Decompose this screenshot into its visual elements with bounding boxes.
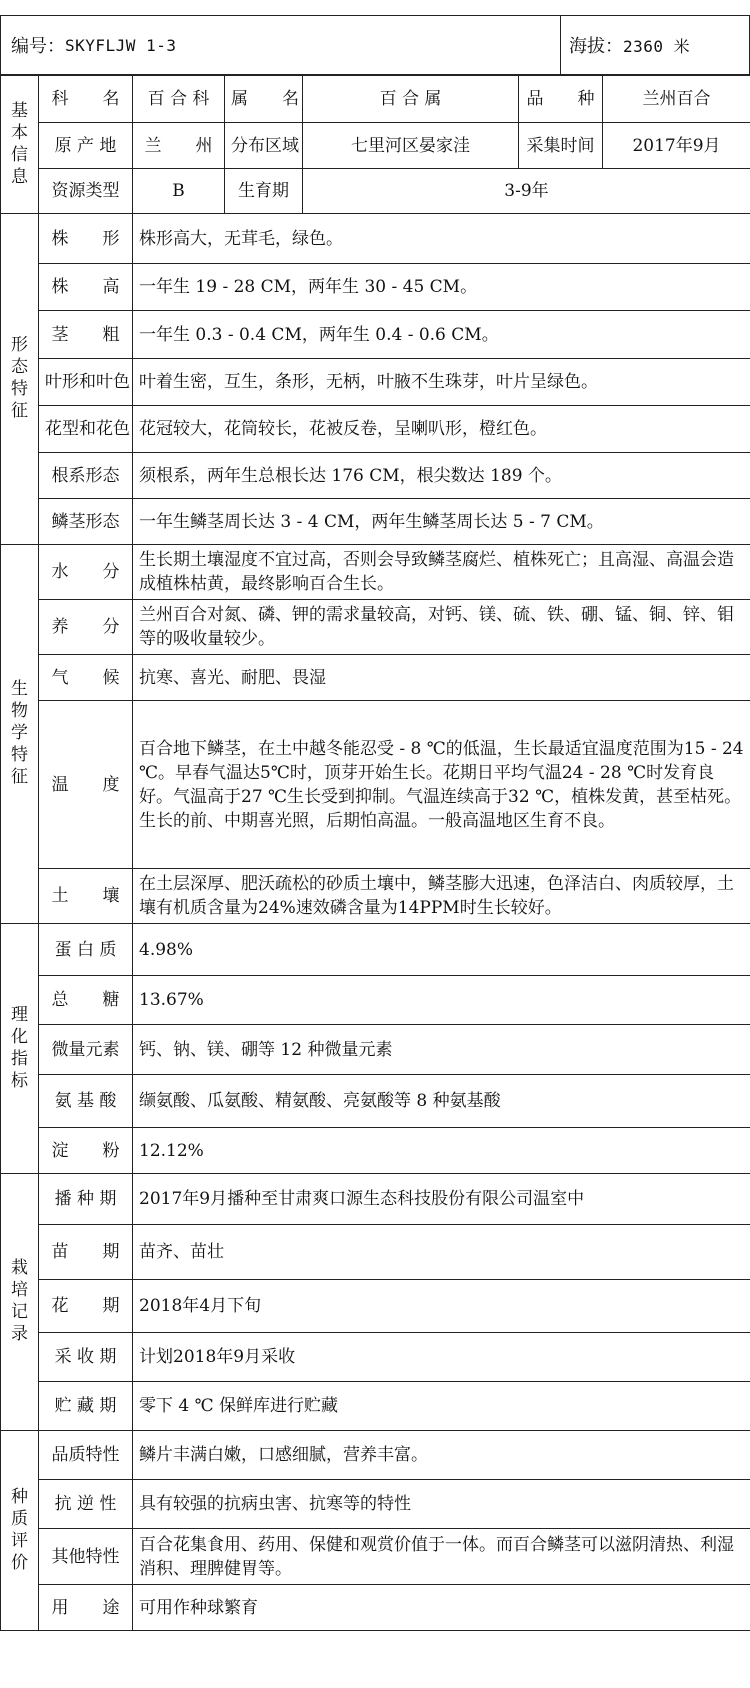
morph-row bbox=[1, 499, 750, 545]
cult-label: 采 收 期 bbox=[39, 1333, 133, 1382]
morph-label: 茎 粗 bbox=[39, 311, 133, 359]
region-label: 分布区域 bbox=[225, 123, 303, 169]
basic-row-1 bbox=[1, 76, 750, 123]
phys-label: 淀 粉 bbox=[39, 1128, 133, 1174]
section-morph: 形态特征 bbox=[1, 214, 39, 545]
eval-row bbox=[1, 1480, 750, 1529]
cult-label: 花 期 bbox=[39, 1280, 133, 1333]
phys-label: 总 糖 bbox=[39, 976, 133, 1025]
bio-row bbox=[1, 545, 750, 600]
cult-value: 2017年9月播种至甘肃爽口源生态科技股份有限公司温室中 bbox=[133, 1174, 750, 1225]
morph-value: 一年生 0.3 - 0.4 CM，两年生 0.4 - 0.6 CM。 bbox=[133, 311, 750, 359]
cult-value: 零下 4 ℃ 保鲜库进行贮藏 bbox=[133, 1382, 750, 1431]
growth-label: 生育期 bbox=[225, 169, 303, 214]
section-bio: 生物学特征 bbox=[1, 545, 39, 924]
morph-row bbox=[1, 214, 750, 264]
morph-label: 花型和花色 bbox=[39, 406, 133, 453]
phys-label: 氨 基 酸 bbox=[39, 1075, 133, 1128]
eval-label: 品质特性 bbox=[39, 1431, 133, 1480]
bio-value: 百合地下鳞茎，在土中越冬能忍受 - 8 ℃的低温，生长最适宜温度范围为15 - 24 ℃。早春气温达5℃时，顶芽开始生长。花期日平均气温24 - 28 ℃时发育良好。气温高于27 ℃生长受到抑制。气温连续高于32 ℃，植株发黄，甚至枯死。生长的前、中期喜光照，后期怕高温。一般高温地区生育不良。 bbox=[133, 701, 750, 869]
bio-value: 兰州百合对氮、磷、钾的需求量较高，对钙、镁、硫、铁、硼、锰、铜、锌、钼等的吸收量较少。 bbox=[133, 600, 750, 655]
eval-row bbox=[1, 1585, 750, 1631]
bio-value: 抗寒、喜光、耐肥、畏湿 bbox=[133, 655, 750, 701]
section-cult: 栽培记录 bbox=[1, 1174, 39, 1431]
cult-row bbox=[1, 1225, 750, 1280]
collect-value: 2017年9月 bbox=[603, 123, 750, 169]
morph-label: 鳞茎形态 bbox=[39, 499, 133, 545]
morph-row bbox=[1, 453, 750, 499]
variety-label: 品 种 bbox=[519, 76, 603, 123]
phys-label: 蛋 白 质 bbox=[39, 924, 133, 976]
altitude-label: 海拔： bbox=[569, 36, 623, 57]
phys-row bbox=[1, 1025, 750, 1075]
morph-value: 株形高大，无茸毛，绿色。 bbox=[133, 214, 750, 264]
origin-value: 兰 州 bbox=[133, 123, 225, 169]
bio-label: 水 分 bbox=[39, 545, 133, 600]
bio-value: 在土层深厚、肥沃疏松的砂质土壤中，鳞茎膨大迅速，色泽洁白、肉质较厚，土壤有机质含量为24%速效磷含量为14PPM时生长较好。 bbox=[133, 869, 750, 924]
genus-value: 百 合 属 bbox=[303, 76, 519, 123]
region-value: 七里河区晏家洼 bbox=[303, 123, 519, 169]
morph-value: 花冠较大，花筒较长，花被反卷，呈喇叭形，橙红色。 bbox=[133, 406, 750, 453]
cult-row bbox=[1, 1382, 750, 1431]
bio-row bbox=[1, 655, 750, 701]
header-row bbox=[0, 15, 750, 75]
main-table bbox=[0, 75, 750, 1631]
eval-value: 百合花集食用、药用、保健和观赏价值于一体。而百合鳞茎可以滋阴清热、利湿消积、理脾健胃等。 bbox=[133, 1529, 750, 1585]
eval-label: 抗 逆 性 bbox=[39, 1480, 133, 1529]
altitude-cell bbox=[561, 16, 750, 74]
growth-value: 3-9年 bbox=[303, 169, 750, 214]
morph-label: 株 高 bbox=[39, 264, 133, 311]
eval-value: 可用作种球繁育 bbox=[133, 1585, 750, 1631]
morph-label: 株 形 bbox=[39, 214, 133, 264]
cult-row bbox=[1, 1333, 750, 1382]
morph-label: 根系形态 bbox=[39, 453, 133, 499]
morph-value: 一年生 19 - 28 CM，两年生 30 - 45 CM。 bbox=[133, 264, 750, 311]
section-eval: 种质评价 bbox=[1, 1431, 39, 1631]
collect-label: 采集时间 bbox=[519, 123, 603, 169]
eval-label: 其他特性 bbox=[39, 1529, 133, 1585]
cult-label: 苗 期 bbox=[39, 1225, 133, 1280]
morph-value: 须根系，两年生总根长达 176 CM，根尖数达 189 个。 bbox=[133, 453, 750, 499]
bio-label: 气 候 bbox=[39, 655, 133, 701]
basic-row-3 bbox=[1, 169, 750, 214]
family-label: 科 名 bbox=[39, 76, 133, 123]
morph-value: 叶着生密，互生，条形，无柄，叶腋不生珠芽，叶片呈绿色。 bbox=[133, 359, 750, 406]
phys-value: 4.98% bbox=[133, 924, 750, 976]
eval-label: 用 途 bbox=[39, 1585, 133, 1631]
basic-row-2 bbox=[1, 123, 750, 169]
section-basic: 基本信息 bbox=[1, 76, 39, 214]
code-value: SKYFLJW 1-3 bbox=[65, 35, 177, 55]
phys-value: 13.67% bbox=[133, 976, 750, 1025]
phys-value: 缬氨酸、瓜氨酸、精氨酸、亮氨酸等 8 种氨基酸 bbox=[133, 1075, 750, 1128]
morph-label: 叶形和叶色 bbox=[39, 359, 133, 406]
cult-value: 2018年4月下旬 bbox=[133, 1280, 750, 1333]
bio-label: 养 分 bbox=[39, 600, 133, 655]
genus-label: 属 名 bbox=[225, 76, 303, 123]
type-value: B bbox=[133, 169, 225, 214]
origin-label: 原 产 地 bbox=[39, 123, 133, 169]
code-label: 编号： bbox=[11, 36, 65, 57]
phys-label: 微量元素 bbox=[39, 1025, 133, 1075]
cult-row bbox=[1, 1174, 750, 1225]
section-phys: 理化指标 bbox=[1, 924, 39, 1174]
phys-value: 钙、钠、镁、硼等 12 种微量元素 bbox=[133, 1025, 750, 1075]
phys-row bbox=[1, 924, 750, 976]
cult-row bbox=[1, 1280, 750, 1333]
bio-row bbox=[1, 869, 750, 924]
bio-value: 生长期土壤湿度不宜过高，否则会导致鳞茎腐烂、植株死亡；且高湿、高温会造成植株枯黄，最终影响百合生长。 bbox=[133, 545, 750, 600]
phys-row bbox=[1, 1128, 750, 1174]
cult-value: 计划2018年9月采收 bbox=[133, 1333, 750, 1382]
type-label: 资源类型 bbox=[39, 169, 133, 214]
cult-label: 贮 藏 期 bbox=[39, 1382, 133, 1431]
morph-row bbox=[1, 406, 750, 453]
morph-row bbox=[1, 359, 750, 406]
family-value: 百 合 科 bbox=[133, 76, 225, 123]
eval-row bbox=[1, 1431, 750, 1480]
eval-value: 具有较强的抗病虫害、抗寒等的特性 bbox=[133, 1480, 750, 1529]
altitude-value: 2360 米 bbox=[623, 36, 691, 56]
morph-row bbox=[1, 264, 750, 311]
morph-value: 一年生鳞茎周长达 3 - 4 CM，两年生鳞茎周长达 5 - 7 CM。 bbox=[133, 499, 750, 545]
eval-row bbox=[1, 1529, 750, 1585]
morph-row bbox=[1, 311, 750, 359]
bio-row bbox=[1, 600, 750, 655]
phys-row bbox=[1, 976, 750, 1025]
eval-value: 鳞片丰满白嫩，口感细腻，营养丰富。 bbox=[133, 1431, 750, 1480]
bio-row bbox=[1, 701, 750, 869]
cult-value: 苗齐、苗壮 bbox=[133, 1225, 750, 1280]
bio-label: 土 壤 bbox=[39, 869, 133, 924]
phys-value: 12.12% bbox=[133, 1128, 750, 1174]
bio-label: 温 度 bbox=[39, 701, 133, 869]
cult-label: 播 种 期 bbox=[39, 1174, 133, 1225]
code-cell bbox=[1, 16, 561, 74]
phys-row bbox=[1, 1075, 750, 1128]
variety-value: 兰州百合 bbox=[603, 76, 750, 123]
